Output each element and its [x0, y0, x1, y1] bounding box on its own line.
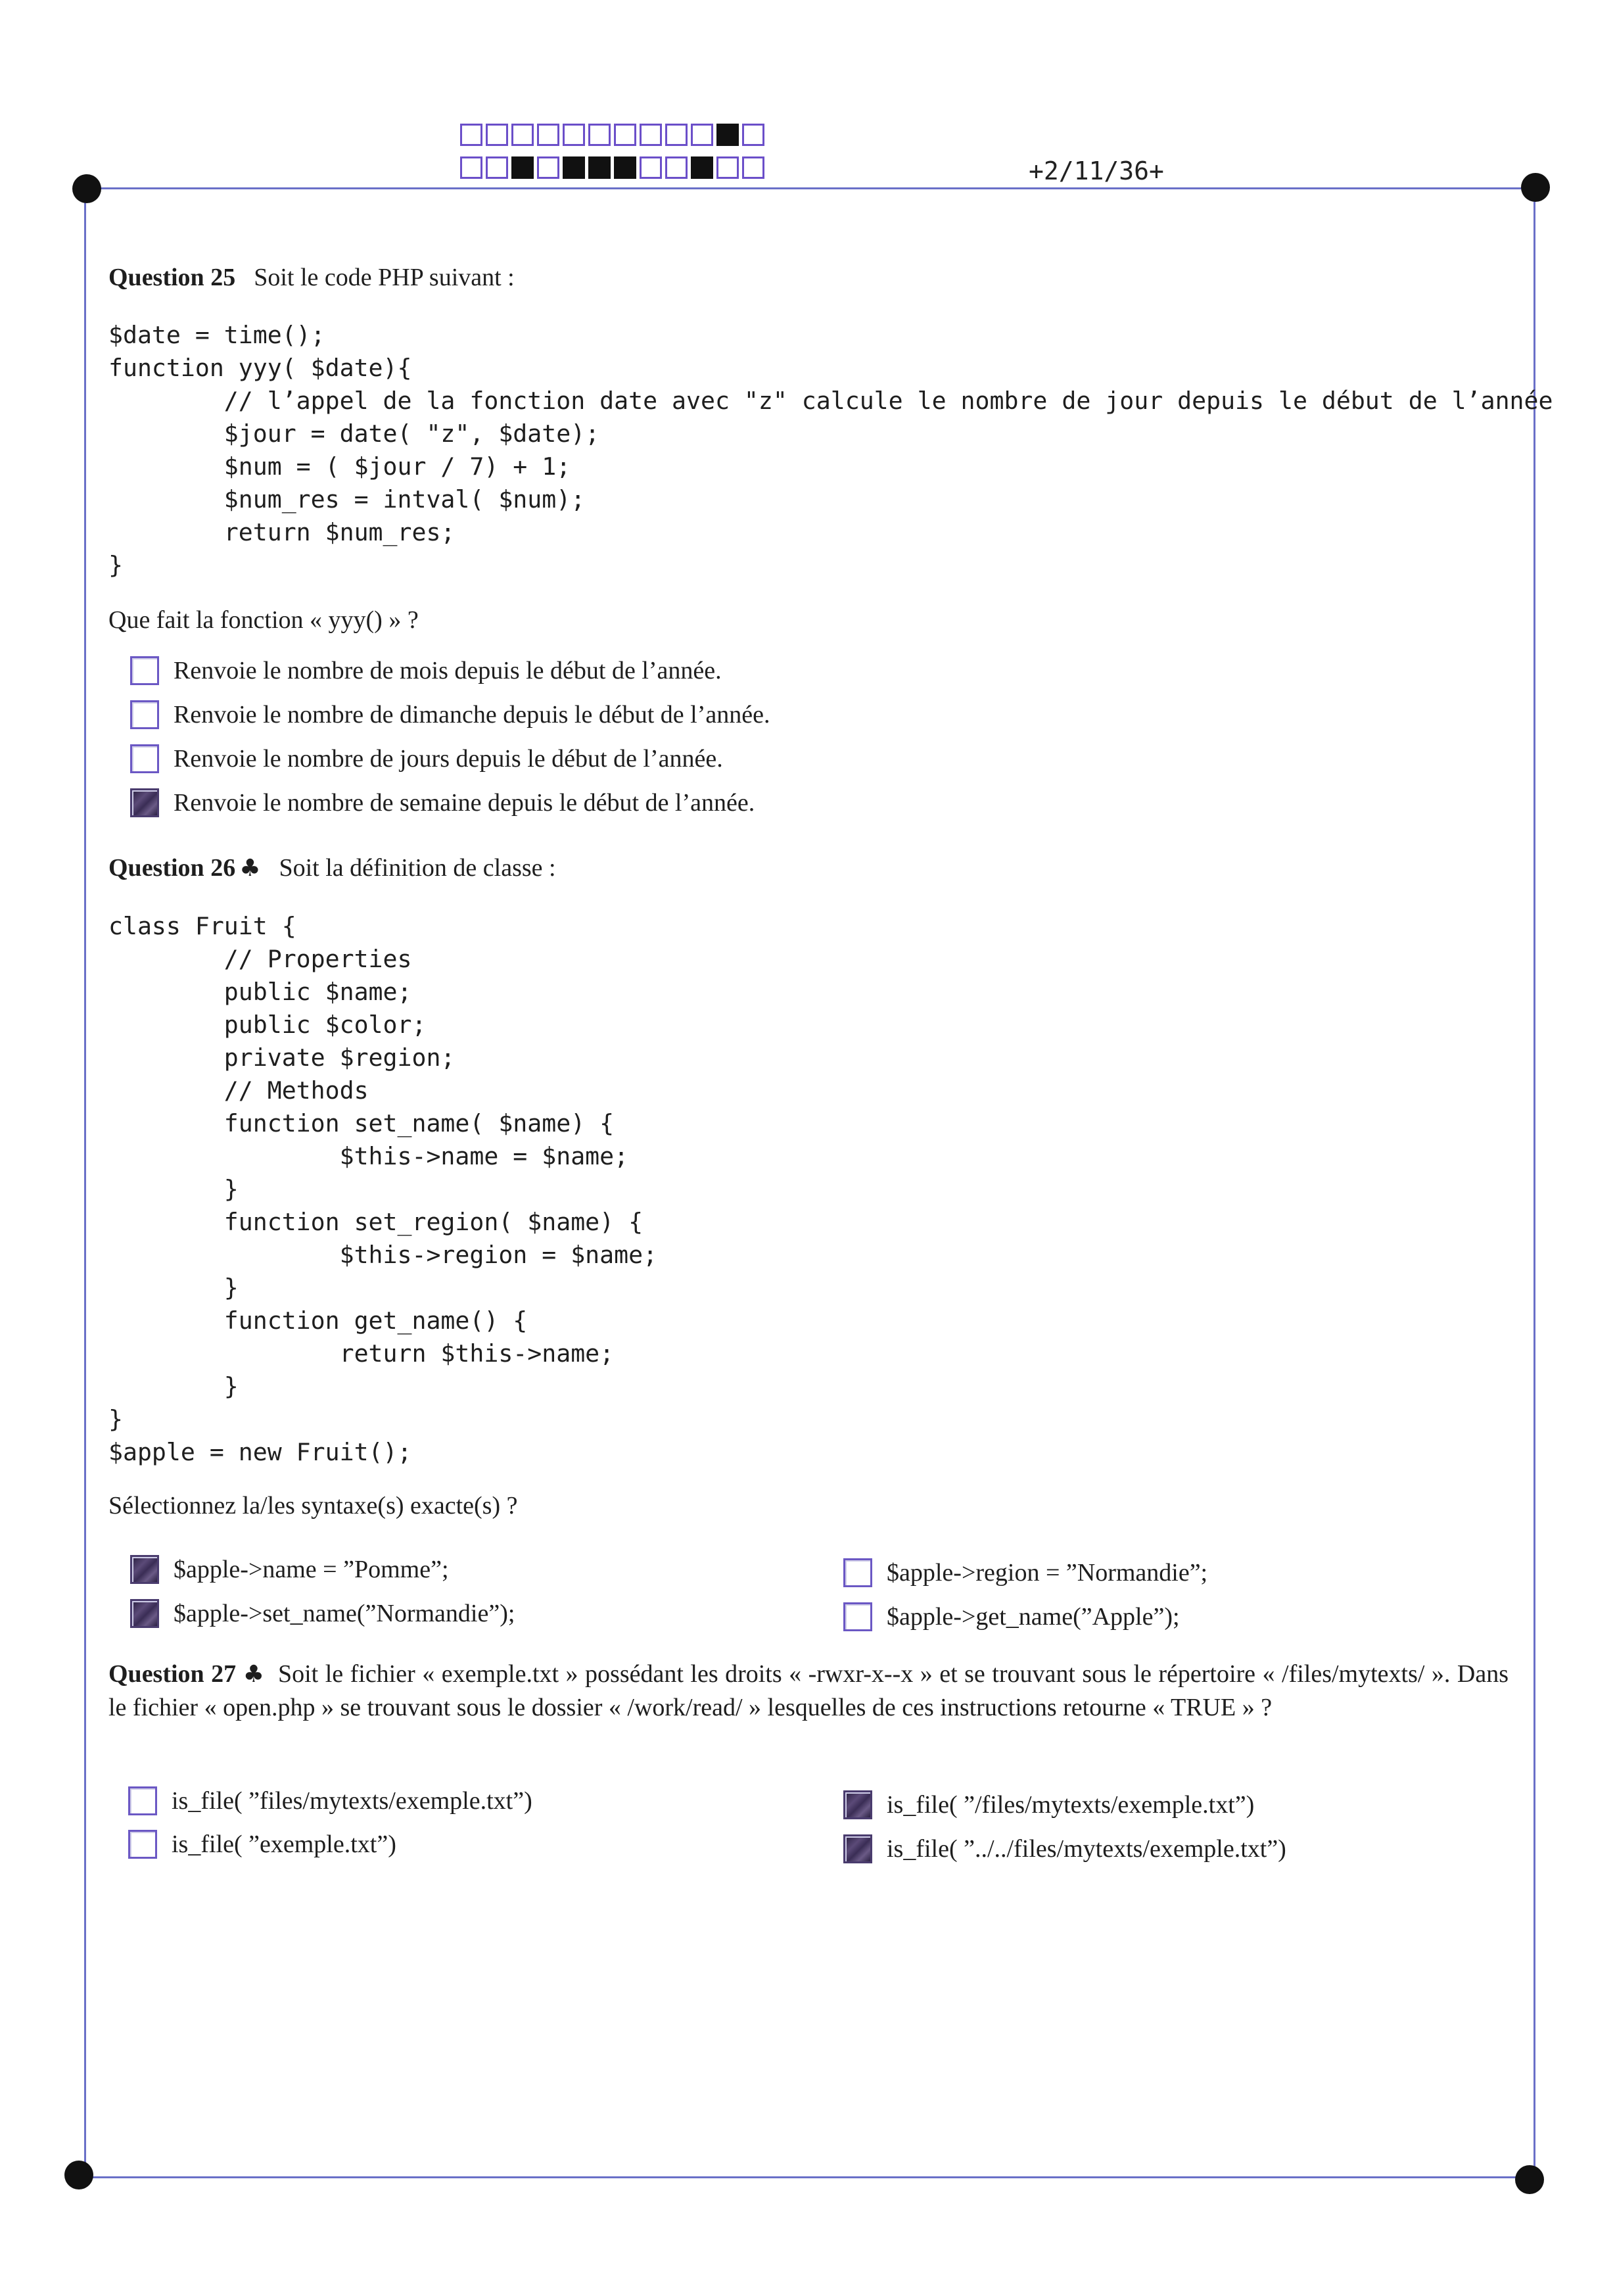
option-label: $apple->name = ”Pomme”;	[174, 1556, 449, 1583]
id-box	[486, 156, 508, 179]
id-box	[486, 124, 508, 146]
question-body: Soit le fichier « exemple.txt » possédant les droits « -rwxr-x--x » et se trouvant sous le répertoire « /files/mytexts/ ». Dans le fichier « open.php » se trouvant sous le dossier « /work/read/ » lesquelles de ces instructions retourne « TRUE » ?	[108, 1660, 1509, 1721]
checkbox[interactable]	[843, 1602, 872, 1631]
id-box	[537, 124, 559, 146]
corner-mark-top-left	[72, 174, 101, 203]
option-label: is_file( ”/files/mytexts/exemple.txt”)	[887, 1791, 1255, 1819]
id-box	[716, 156, 739, 179]
option-label: Renvoie le nombre de semaine depuis le début de l’année.	[174, 789, 755, 817]
option-label: is_file( ”exemple.txt”)	[172, 1830, 396, 1858]
id-box	[588, 124, 611, 146]
id-box	[691, 156, 713, 179]
checkbox[interactable]	[130, 656, 159, 685]
q26-option-4[interactable]	[843, 1602, 1180, 1631]
q27-option-3[interactable]	[843, 1790, 1254, 1819]
id-box	[537, 156, 559, 179]
option-label: $apple->get_name(”Apple”);	[887, 1603, 1180, 1631]
option-label: $apple->region = ”Normandie”;	[887, 1559, 1208, 1587]
corner-mark-bottom-right	[1515, 2165, 1544, 2194]
id-box	[742, 156, 764, 179]
option-label: Renvoie le nombre de jours depuis le début de l’année.	[174, 745, 723, 773]
id-box	[640, 156, 662, 179]
q27-option-1[interactable]	[128, 1786, 532, 1815]
checkbox[interactable]	[128, 1786, 157, 1815]
php-code-block-q25: $date = time(); function yyy( $date){ // l’appel de la fonction date avec "z" calcule le nombre de jour depuis le début de l’année $jour = date( "z", $date); $num = ( $jour / 7) + 1; $num_res = intval( $num); return $num_res; }	[108, 321, 1553, 579]
id-box	[691, 124, 713, 146]
question-25-header	[108, 263, 515, 292]
frame-top-line	[85, 187, 1535, 189]
question-number: Question 26	[108, 854, 236, 882]
id-box	[511, 124, 534, 146]
id-box	[614, 156, 636, 179]
question-intro: Soit le code PHP suivant :	[254, 264, 515, 291]
checkbox[interactable]	[128, 1830, 157, 1859]
option-label: is_file( ”../../files/mytexts/exemple.txt”)	[887, 1835, 1286, 1863]
checkbox[interactable]	[130, 788, 159, 817]
id-box	[563, 156, 585, 179]
q26-option-3[interactable]	[843, 1558, 1207, 1587]
q27-option-2[interactable]	[128, 1830, 396, 1859]
checkbox[interactable]	[130, 1599, 159, 1628]
q26-option-2[interactable]	[130, 1599, 515, 1628]
id-box	[640, 124, 662, 146]
question-number: Question 25	[108, 264, 236, 291]
id-box	[665, 156, 688, 179]
question-intro: Soit la définition de classe :	[279, 854, 556, 882]
question-number: Question 27	[108, 1660, 237, 1688]
question-26-prompt: Sélectionnez la/les syntaxe(s) exacte(s) ?	[108, 1492, 518, 1519]
checkbox[interactable]	[130, 1555, 159, 1584]
id-box	[614, 124, 636, 146]
q25-option-3[interactable]	[130, 744, 723, 773]
checkbox[interactable]	[130, 700, 159, 729]
php-code-block-q26: class Fruit { // Properties public $name; public $color; private $region; // Methods function set_name( $name) { $this->name = $name; } function set_region( $name) { $this->region = $name; } function get_name() { return $this->name; } } $apple = new Fruit();	[108, 912, 658, 1466]
id-box	[716, 124, 739, 146]
q26-option-1[interactable]	[130, 1555, 449, 1584]
checkbox[interactable]	[843, 1558, 872, 1587]
id-box	[563, 124, 585, 146]
checkbox[interactable]	[843, 1834, 872, 1863]
q27-option-4[interactable]	[843, 1834, 1286, 1863]
option-label: is_file( ”files/mytexts/exemple.txt”)	[172, 1787, 532, 1815]
question-26-header	[108, 853, 556, 882]
id-box	[665, 124, 688, 146]
club-icon: ♣	[239, 855, 261, 882]
frame-left-line	[84, 187, 86, 2178]
q25-option-4[interactable]	[130, 788, 755, 817]
question-25-prompt: Que fait la fonction « yyy() » ?	[108, 606, 419, 634]
id-box	[460, 156, 482, 179]
club-icon: ♣	[243, 1661, 265, 1688]
id-box	[460, 124, 482, 146]
corner-mark-top-right	[1521, 173, 1550, 202]
id-box	[511, 156, 534, 179]
option-label: $apple->set_name(”Normandie”);	[174, 1600, 515, 1627]
frame-bottom-line	[79, 2176, 1529, 2178]
option-label: Renvoie le nombre de dimanche depuis le début de l’année.	[174, 701, 770, 729]
q25-option-1[interactable]	[130, 656, 722, 685]
binary-id-row-1	[460, 124, 768, 146]
id-box	[742, 124, 764, 146]
option-label: Renvoie le nombre de mois depuis le début de l’année.	[174, 657, 722, 684]
corner-mark-bottom-left	[64, 2161, 93, 2189]
question-27-text	[108, 1658, 1509, 1724]
checkbox[interactable]	[130, 744, 159, 773]
binary-id-row-2	[460, 156, 768, 179]
id-box	[588, 156, 611, 179]
checkbox[interactable]	[843, 1790, 872, 1819]
page-id: +2/11/36+	[1029, 156, 1164, 185]
q25-option-2[interactable]	[130, 700, 770, 729]
